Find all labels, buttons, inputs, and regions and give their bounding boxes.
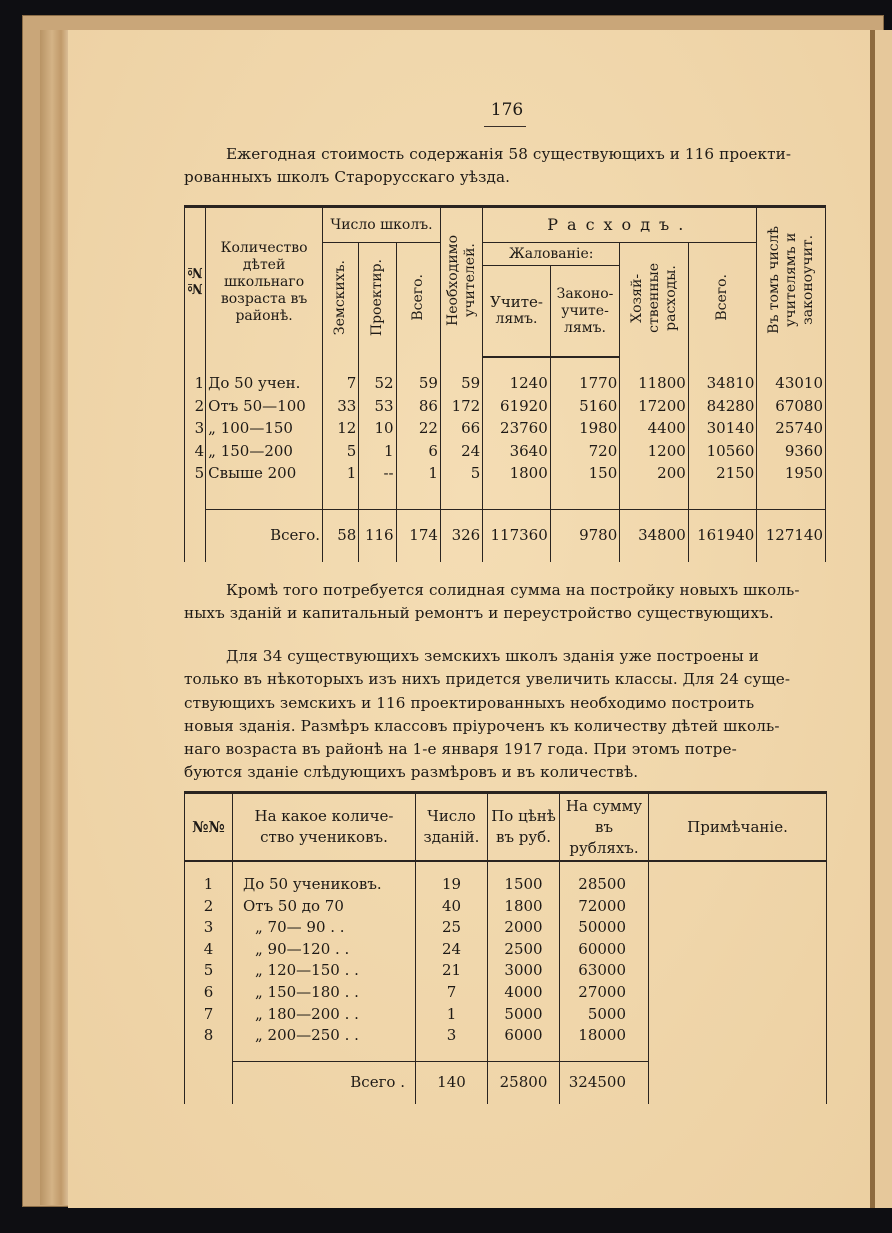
table-cell (323, 485, 359, 510)
spacer-row (185, 357, 826, 372)
table-cell (416, 1047, 488, 1062)
text: Необходимо (444, 234, 461, 326)
text-line (184, 645, 826, 668)
table-row (185, 874, 827, 896)
table-cell: 5000 (488, 1004, 560, 1026)
text-line (184, 668, 826, 691)
table-cell (649, 1004, 827, 1026)
text: Земскихъ. (332, 259, 349, 336)
table-cell: 1200 (620, 440, 689, 463)
vertical-header-text (766, 226, 817, 334)
table-row (185, 462, 826, 485)
table-cell (649, 1047, 827, 1062)
text: Въ томъ числѣ (765, 226, 782, 334)
text: учите- (561, 302, 609, 319)
table-cell: 50000 (560, 917, 649, 939)
table-cell: 2150 (688, 462, 757, 485)
table-cell (185, 485, 206, 510)
table-cell: 1 (185, 372, 206, 395)
table-cell: 1800 (488, 896, 560, 918)
header-proektir (359, 243, 396, 358)
table-cell: 4400 (620, 417, 689, 440)
text: въ рубляхъ. (569, 817, 639, 857)
table-cell (440, 357, 482, 372)
text: районѣ. (235, 308, 293, 324)
table-cell: 172 (440, 395, 482, 418)
table-row (185, 917, 827, 939)
annual-cost-table (184, 205, 826, 562)
table-cell: 66 (440, 417, 482, 440)
vertical-header-text (445, 235, 479, 326)
text: Учите- (489, 293, 543, 311)
table-cell: 25800 (488, 1061, 560, 1104)
table-cell: 1 (185, 874, 233, 896)
table-cell: „ 90—120 . . (233, 939, 416, 961)
text-line-content: Ежегодная стоимость содержанія 58 существующихъ и 116 проекти- (226, 145, 792, 163)
header-vsego (396, 243, 440, 358)
table-cell (185, 1047, 233, 1062)
table-cell (185, 357, 206, 372)
text: расходы. (662, 264, 679, 331)
table-cell: 2000 (488, 917, 560, 939)
table-cell: 140 (416, 1061, 488, 1104)
text: Проектир. (368, 258, 385, 337)
table-cell (649, 861, 827, 874)
text: лямъ. (495, 311, 538, 327)
table-row (185, 896, 827, 918)
table-cell: 22 (396, 417, 440, 440)
table-cell: 59 (440, 372, 482, 395)
spacer-row (185, 485, 826, 510)
table-cell: 161940 (688, 509, 757, 562)
table-cell (416, 861, 488, 874)
text-line (184, 738, 826, 761)
header-to-teachers (483, 266, 551, 358)
table-cell (688, 485, 757, 510)
table-cell (323, 357, 359, 372)
text: дѣтей (242, 257, 286, 273)
header-to-law-teachers (550, 266, 620, 358)
text-line-content: рованныхъ школъ Старорусскаго уѣзда. (184, 168, 511, 187)
table-cell: 72000 (560, 896, 649, 918)
table-row (185, 372, 826, 395)
table-cell: Отъ 50—100 (206, 395, 323, 418)
table-cell: „ 100—150 (206, 417, 323, 440)
table-cell (649, 939, 827, 961)
table-cell: 61920 (483, 395, 551, 418)
table-cell (757, 485, 826, 510)
text: зданій. (423, 828, 480, 846)
header-number (185, 207, 206, 358)
spacer-row (185, 1047, 827, 1062)
table-cell: 19 (416, 874, 488, 896)
table-cell (649, 1025, 827, 1047)
header-expenses-group (483, 207, 757, 243)
table-cell: 28500 (560, 874, 649, 896)
header-total (688, 243, 757, 358)
text-line (184, 761, 826, 784)
total-row (185, 509, 826, 562)
table-cell: 200 (620, 462, 689, 485)
table-cell: До 50 учениковъ. (233, 874, 416, 896)
table-cell: 5 (185, 462, 206, 485)
construction-paragraph (184, 579, 826, 626)
page-number-rule (484, 126, 526, 127)
table-cell (185, 1061, 233, 1104)
table-cell: 2 (185, 896, 233, 918)
table-cell: 25 (416, 917, 488, 939)
table-cell: 4000 (488, 982, 560, 1004)
table-cell (550, 357, 620, 372)
table-cell: 7 (416, 982, 488, 1004)
table-row (185, 982, 827, 1004)
text-line (184, 166, 826, 189)
table-cell: 12 (323, 417, 359, 440)
table-row (185, 417, 826, 440)
text: Количество (220, 240, 308, 256)
table-cell: 1980 (550, 417, 620, 440)
table-cell: 2 (185, 395, 206, 418)
text: Всего. (714, 274, 731, 321)
text-line-content: Для 34 существующихъ земскихъ школъ зданія уже построены и (226, 647, 759, 665)
table-cell: 3 (185, 917, 233, 939)
table-cell: 9360 (757, 440, 826, 463)
header-students-count (233, 793, 416, 862)
table-cell: 11800 (620, 372, 689, 395)
table-cell (206, 357, 323, 372)
table-cell: 2500 (488, 939, 560, 961)
next-page-edge (875, 30, 892, 1208)
text-line-content: наго возраста въ районѣ на 1-е января 1917 года. При этомъ потре- (184, 740, 737, 759)
table-cell: 17200 (620, 395, 689, 418)
text: ственные (645, 262, 662, 333)
table-row (185, 440, 826, 463)
buildings-table (184, 791, 827, 1104)
text: Число (427, 807, 476, 825)
table-cell (649, 874, 827, 896)
table-cell: Всего . (233, 1061, 416, 1104)
text: учителей. (461, 243, 478, 317)
spacer-row (185, 861, 827, 874)
header-including (757, 207, 826, 358)
table-cell: 3 (185, 417, 206, 440)
table-cell: „ 70— 90 . . (233, 917, 416, 939)
table-cell: 6 (396, 440, 440, 463)
text-line-content: буются зданіе слѣдующихъ размѣровъ и въ количествѣ. (184, 763, 639, 782)
table-cell: Свыше 200 (206, 462, 323, 485)
table-cell: 116 (359, 509, 396, 562)
table-cell: 7 (185, 1004, 233, 1026)
text-line (184, 602, 826, 625)
book-spine (40, 30, 70, 1205)
table-cell (396, 357, 440, 372)
text: №№ (186, 264, 203, 296)
vertical-header-text (629, 263, 680, 333)
table-cell: 720 (550, 440, 620, 463)
text-line-content: только въ нѣкоторыхъ изъ нихъ придется увеличить классы. Для 24 суще- (184, 670, 791, 689)
table-cell: „ 150—180 . . (233, 982, 416, 1004)
table-cell (483, 357, 551, 372)
text-line-content: новыя зданія. Размѣръ классовъ пріуроченъ къ количеству дѣтей школь- (184, 716, 780, 735)
table-cell (649, 917, 827, 939)
text-line (184, 143, 826, 166)
table-cell: 10 (359, 417, 396, 440)
table-row (185, 939, 827, 961)
table-cell (185, 861, 233, 874)
table-cell: 34810 (688, 372, 757, 395)
table-cell (483, 485, 551, 510)
table-cell (359, 357, 396, 372)
table-cell: 3000 (488, 960, 560, 982)
table-cell (620, 357, 689, 372)
text: лямъ. (564, 319, 606, 336)
table-cell: 34800 (620, 509, 689, 562)
text: Законо- (556, 285, 614, 302)
table-cell: 25740 (757, 417, 826, 440)
table-cell: 84280 (688, 395, 757, 418)
table-cell: 33 (323, 395, 359, 418)
table-cell: 6000 (488, 1025, 560, 1047)
table-cell: 40 (416, 896, 488, 918)
table-cell: „ 150—200 (206, 440, 323, 463)
text: законоучит. (799, 235, 816, 325)
table-cell (233, 1047, 416, 1062)
table-cell (649, 960, 827, 982)
header-salary-group: Жалованіе: (483, 243, 620, 266)
table-cell: 150 (550, 462, 620, 485)
table-cell (757, 357, 826, 372)
header-number (185, 793, 233, 862)
text: На сумму (565, 796, 643, 815)
text-line-content: Кромѣ того потребуется солидная сумма на постройку новыхъ школь- (226, 581, 800, 599)
table-cell (688, 357, 757, 372)
table-cell (185, 509, 206, 562)
table-cell: 4 (185, 939, 233, 961)
table-cell: 30140 (688, 417, 757, 440)
table-cell: 1800 (483, 462, 551, 485)
table-cell: 1500 (488, 874, 560, 896)
table-cell: 59 (396, 372, 440, 395)
table-row (185, 1004, 827, 1026)
header-children-count (206, 207, 323, 358)
table-cell: 3 (416, 1025, 488, 1047)
table-cell: 5000 (560, 1004, 649, 1026)
header-sum (560, 793, 649, 862)
table-cell: 9780 (550, 509, 620, 562)
table-cell (233, 861, 416, 874)
table-cell: 7 (323, 372, 359, 395)
table-cell (488, 861, 560, 874)
total-row (185, 1061, 827, 1104)
text: школьнаго (224, 274, 305, 290)
header-schools-group: Число школъ. (323, 207, 441, 243)
table-cell: 127140 (757, 509, 826, 562)
table-cell: „ 180—200 . . (233, 1004, 416, 1026)
table-cell: 5160 (550, 395, 620, 418)
table-cell (488, 1047, 560, 1062)
table-cell: 52 (359, 372, 396, 395)
table-cell: 1 (396, 462, 440, 485)
table-cell: 58 (323, 509, 359, 562)
table-cell: 324500 (560, 1061, 649, 1104)
table-cell: 174 (396, 509, 440, 562)
table-cell: 1 (323, 462, 359, 485)
header-note: Примѣчаніе. (649, 793, 827, 862)
page-number: 176 (490, 100, 524, 120)
table-cell: 53 (359, 395, 396, 418)
table-cell: 1770 (550, 372, 620, 395)
table-cell: 21 (416, 960, 488, 982)
table-cell: 1 (359, 440, 396, 463)
intro-paragraph (184, 143, 826, 190)
table-cell: 5 (185, 960, 233, 982)
header-teachers-needed (440, 207, 482, 358)
text-line (184, 579, 826, 602)
table-cell (440, 485, 482, 510)
table-cell: 6 (185, 982, 233, 1004)
table-cell (620, 485, 689, 510)
text-line (184, 715, 826, 738)
table-cell: 1950 (757, 462, 826, 485)
text: Расходъ. (547, 214, 693, 234)
text-line-content: ныхъ зданій и капитальный ремонтъ и переустройство существующихъ. (184, 604, 774, 623)
table-cell (649, 896, 827, 918)
table-cell: 10560 (688, 440, 757, 463)
table-cell: 5 (440, 462, 482, 485)
header-buildings (416, 793, 488, 862)
table-cell: 326 (440, 509, 482, 562)
table-cell: 60000 (560, 939, 649, 961)
table-cell: До 50 учен. (206, 372, 323, 395)
text: въ руб. (496, 828, 551, 846)
table-cell: 23760 (483, 417, 551, 440)
table-cell (359, 485, 396, 510)
table-cell: „ 200—250 . . (233, 1025, 416, 1047)
table-cell (550, 485, 620, 510)
table-cell: 4 (185, 440, 206, 463)
text: №№ (192, 817, 225, 836)
table-cell: 43010 (757, 372, 826, 395)
table-cell (560, 1047, 649, 1062)
table-cell: 1240 (483, 372, 551, 395)
table-cell: 24 (416, 939, 488, 961)
table-cell: 67080 (757, 395, 826, 418)
table-cell: 24 (440, 440, 482, 463)
table-cell: „ 120—150 . . (233, 960, 416, 982)
table-cell (206, 485, 323, 510)
table-cell (649, 1061, 827, 1104)
text-line (184, 692, 826, 715)
table-cell: 18000 (560, 1025, 649, 1047)
table-cell: Отъ 50 до 70 (233, 896, 416, 918)
text: Всего. (409, 274, 426, 321)
table-row (185, 1025, 827, 1047)
table-cell: 63000 (560, 960, 649, 982)
table-cell (560, 861, 649, 874)
text-line-content: ствующихъ земскихъ и 116 проектированныхъ необходимо построить (184, 693, 755, 712)
header-household (620, 243, 689, 358)
table-cell: 5 (323, 440, 359, 463)
table-cell: 86 (396, 395, 440, 418)
table-cell: 3640 (483, 440, 551, 463)
table-cell (649, 982, 827, 1004)
text: ство учениковъ. (260, 828, 388, 846)
buildings-paragraph (184, 645, 826, 785)
text: По цѣнѣ (491, 807, 556, 825)
header-price (488, 793, 560, 862)
table-cell: 8 (185, 1025, 233, 1047)
table-cell (396, 485, 440, 510)
table-cell: Всего. (206, 509, 323, 562)
table-cell: 27000 (560, 982, 649, 1004)
table-cell: 1 (416, 1004, 488, 1026)
text: учителямъ и (782, 232, 799, 328)
text: возраста въ (220, 291, 308, 307)
table-cell: 117360 (483, 509, 551, 562)
table-cell: -- (359, 462, 396, 485)
table-row (185, 395, 826, 418)
header-zemskikh (323, 243, 359, 358)
text: На какое количе- (254, 807, 394, 825)
text: Хозяй- (628, 273, 645, 322)
table-row (185, 960, 827, 982)
